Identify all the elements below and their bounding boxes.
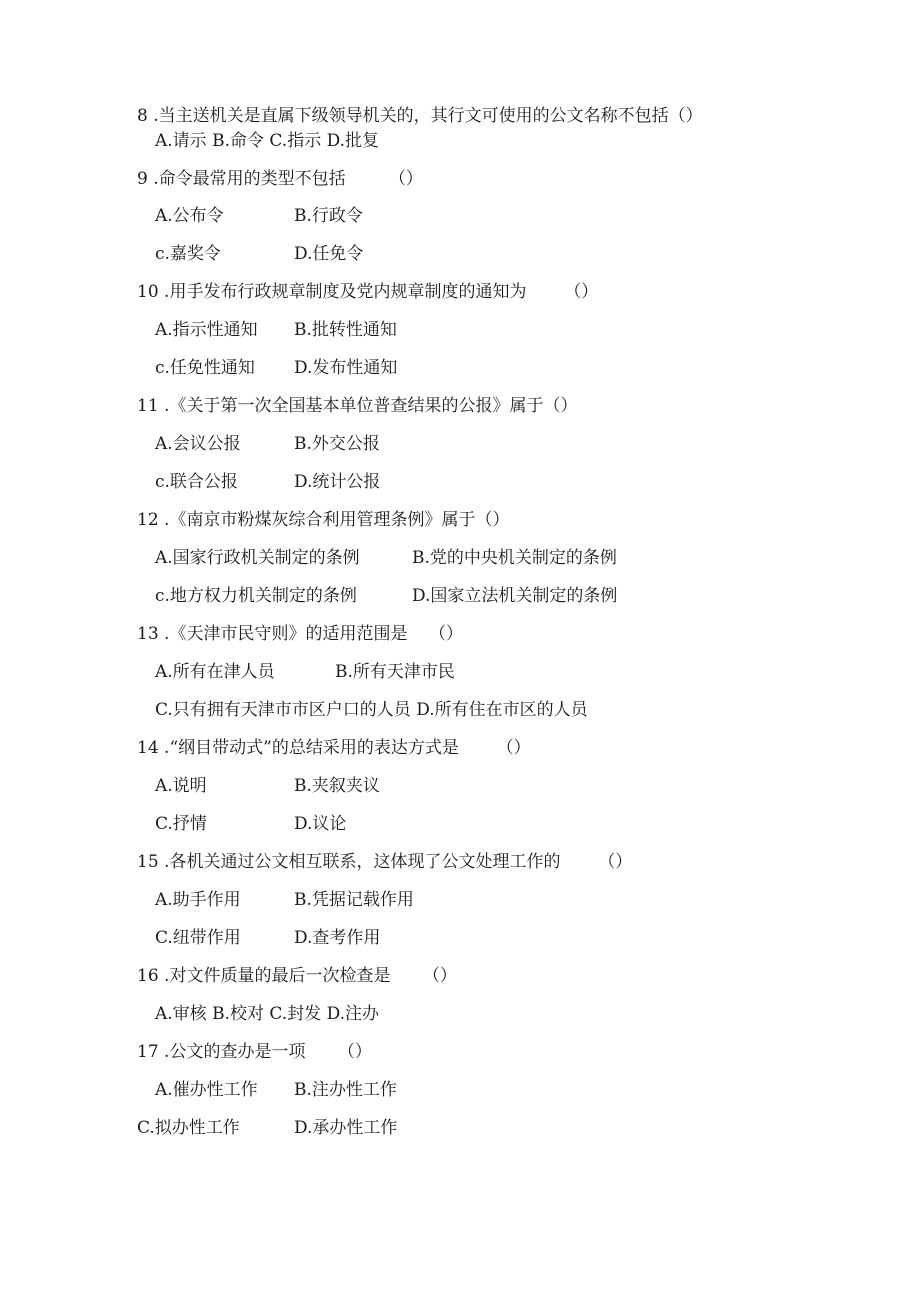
- question-13-options-cd: C.只有拥有天津市市区户口的人员 D.所有住在市区的人员: [155, 700, 588, 720]
- question-14-option-b: B.夹叙夹议: [294, 776, 380, 796]
- question-12-option-a: A.国家行政机关制定的条例: [155, 548, 360, 568]
- question-13-stem: 13 .《天津市民守则》的适用范围是 （）: [137, 624, 464, 644]
- question-15-stem: 15 .各机关通过公文相互联系，这体现了公文处理工作的 （）: [137, 852, 633, 872]
- question-11-option-c: c.联合公报: [155, 472, 238, 492]
- question-10-option-d: D.发布性通知: [294, 358, 398, 378]
- question-11-option-d: D.统计公报: [294, 472, 381, 492]
- question-17-option-c: C.拟办性工作: [137, 1118, 240, 1138]
- question-13-option-b: B.所有天津市民: [335, 662, 455, 682]
- question-9-option-d: D.任免令: [294, 244, 364, 264]
- question-14-option-d: D.议论: [294, 814, 347, 834]
- question-15-option-b: B.凭据记载作用: [294, 890, 414, 910]
- question-9-stem: 9 .命令最常用的类型不包括 （）: [137, 169, 423, 189]
- question-10-option-a: A.指示性通知: [155, 320, 258, 340]
- question-11-stem: 11 .《关于第一次全国基本单位普查结果的公报》属于（）: [137, 396, 578, 416]
- question-12-option-d: D.国家立法机关制定的条例: [412, 586, 618, 606]
- question-17-option-d: D.承办性工作: [294, 1118, 398, 1138]
- question-17-option-a: A.催办性工作: [155, 1080, 258, 1100]
- question-16-options: A.审核 B.校对 C.封发 D.注办: [155, 1004, 380, 1024]
- question-10-stem: 10 .用手发布行政规章制度及党内规章制度的通知为 （）: [137, 282, 599, 302]
- question-14-option-a: A.说明: [155, 776, 207, 796]
- question-9-option-b: B.行政令: [294, 206, 363, 226]
- question-11-option-b: B.外交公报: [294, 434, 380, 454]
- question-13-option-a: A.所有在津人员: [155, 662, 275, 682]
- question-15-option-d: D.查考作用: [294, 928, 381, 948]
- question-12-option-c: c.地方权力机关制定的条例: [155, 586, 357, 606]
- question-12-option-b: B.党的中央机关制定的条例: [412, 548, 617, 568]
- question-10-option-c: c.任免性通知: [155, 358, 255, 378]
- question-15-option-a: A.助手作用: [155, 890, 241, 910]
- question-8-options: A.请示 B.命令 C.指示 D.批复: [155, 131, 380, 151]
- question-12-stem: 12 .《南京市粉煤灰综合利用管理条例》属于（）: [137, 510, 510, 530]
- question-17-stem: 17 .公文的查办是一项 （）: [137, 1042, 372, 1062]
- question-14-option-c: C.抒情: [155, 814, 207, 834]
- question-14-stem: 14 .“纲目带动式”的总结采用的表达方式是 （）: [137, 738, 531, 758]
- question-10-option-b: B.批转性通知: [294, 320, 397, 340]
- question-17-option-b: B.注办性工作: [294, 1080, 397, 1100]
- question-16-stem: 16 .对文件质量的最后一次检查是 （）: [137, 966, 457, 986]
- question-11-option-a: A.会议公报: [155, 434, 241, 454]
- question-15-option-c: C.纽带作用: [155, 928, 241, 948]
- question-9-option-a: A.公布令: [155, 206, 224, 226]
- question-9-option-c: c.嘉奖令: [155, 244, 221, 264]
- question-8-stem: 8 .当主送机关是直属下级领导机关的，其行文可使用的公文名称不包括（）: [137, 106, 703, 126]
